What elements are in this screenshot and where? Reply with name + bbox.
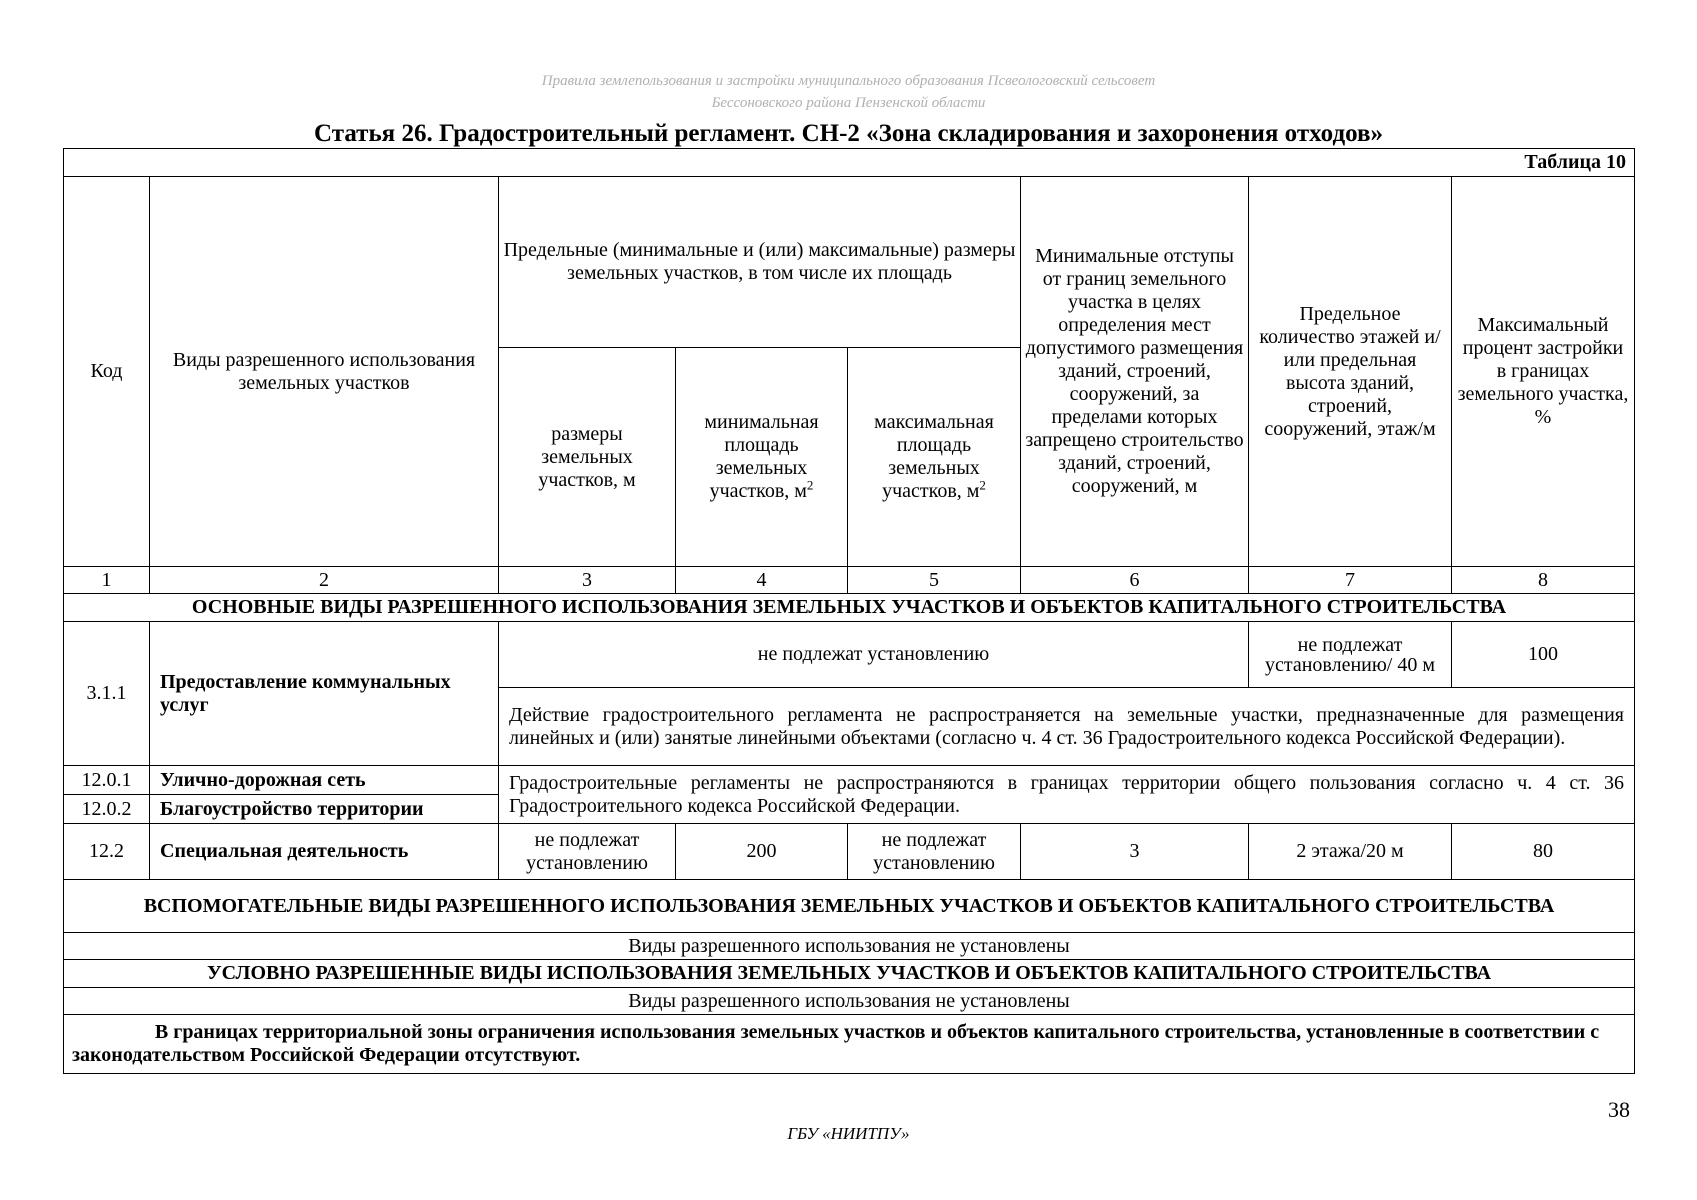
row-3-1-1-limits: не подлежат установлению (499, 622, 1249, 688)
final-note: В границах территориальной зоны ограничения использования земельных участков и объектов капитального строительства, установленные в соответствии с законодательством Российской Федерации отсутствуют. (64, 1015, 1635, 1074)
row-12-2-max-area: не подлежат установлению (848, 824, 1021, 880)
row-12-2-code: 12.2 (64, 824, 150, 880)
column-number: 4 (676, 567, 848, 594)
row-12-0-2-name: Благоустройство территории (150, 795, 499, 824)
header-max-area-text: максимальная площадь земельных участков, м (874, 411, 994, 502)
running-header (0, 70, 1697, 114)
regulation-table (63, 148, 1635, 1074)
header-max-area-sup: 2 (979, 477, 986, 493)
header-kind: Виды разрешенного использования земельных участков (150, 177, 499, 567)
column-number: 3 (499, 567, 676, 594)
section-aux-none: Виды разрешенного использования не установлены (64, 933, 1635, 960)
row-3-1-1-coverage: 100 (1452, 622, 1635, 688)
row-12-2-sizes: не подлежат установлению (499, 824, 676, 880)
header-min-area (676, 348, 848, 567)
table-number: Таблица 10 (64, 149, 1635, 177)
column-number: 6 (1021, 567, 1249, 594)
row-12-2-coverage: 80 (1452, 824, 1635, 880)
column-numbers-row (64, 567, 1635, 594)
header-max-area (848, 348, 1021, 567)
column-number: 5 (848, 567, 1021, 594)
section-main-heading: ОСНОВНЫЕ ВИДЫ РАЗРЕШЕННОГО ИСПОЛЬЗОВАНИЯ ЗЕМЕЛЬНЫХ УЧАСТКОВ И ОБЪЕКТОВ КАПИТАЛЬНОГО СТРОИТЕЛЬСТВА (64, 594, 1635, 622)
column-number: 1 (64, 567, 150, 594)
row-12-2-min-area: 200 (676, 824, 848, 880)
column-number: 8 (1452, 567, 1635, 594)
footer-organization: ГБУ «НИИТПУ» (787, 1124, 910, 1143)
header-setbacks: Минимальные отступы от границ земельного участка в целях определения мест допустимого размещения зданий, строений, сооружений, за пределами которых запрещено строительство зданий, строений, сооружений, м (1021, 177, 1249, 567)
header-sizes: размеры земельных участков, м (499, 348, 676, 567)
section-conditional-heading: УСЛОВНО РАЗРЕШЕННЫЕ ВИДЫ ИСПОЛЬЗОВАНИЯ ЗЕМЕЛЬНЫХ УЧАСТКОВ И ОБЪЕКТОВ КАПИТАЛЬНОГО СТРОИТЕЛЬСТВА (64, 960, 1635, 988)
header-floors: Предельное количество этажей и/или предельная высота зданий, строений, сооружений, этаж/м (1249, 177, 1452, 567)
row-12-2-floors: 2 этажа/20 м (1249, 824, 1452, 880)
section-aux-heading: ВСПОМОГАТЕЛЬНЫЕ ВИДЫ РАЗРЕШЕННОГО ИСПОЛЬЗОВАНИЯ ЗЕМЕЛЬНЫХ УЧАСТКОВ И ОБЪЕКТОВ КАПИТАЛЬНОГО СТРОИТЕЛЬСТВА (64, 880, 1635, 933)
row-12-0-1-name: Улично-дорожная сеть (150, 766, 499, 795)
header-min-area-text: минимальная площадь земельных участков, м (704, 411, 819, 502)
running-header-line2: Бессоновского района Пензенской области (711, 95, 986, 111)
page-number: 38 (1608, 1097, 1630, 1122)
row-12-2-setbacks: 3 (1021, 824, 1249, 880)
header-limits-group: Предельные (минимальные и (или) максимальные) размеры земельных участков, в том числе их площадь (499, 177, 1021, 348)
rows-12-0-note: Градостроительные регламенты не распространяются в границах территории общего пользования согласно ч. 4 ст. 36 Градостроительного кодекса Российской Федерации. (499, 766, 1635, 824)
section-conditional-none: Виды разрешенного использования не установлены (64, 988, 1635, 1015)
header-min-area-sup: 2 (806, 477, 814, 493)
header-code: Код (64, 177, 150, 567)
row-12-0-2-code: 12.0.2 (64, 795, 150, 824)
row-3-1-1-floors: не подлежат установлению/ 40 м (1249, 622, 1452, 688)
row-12-0-1-code: 12.0.1 (64, 766, 150, 795)
row-12-2-name: Специальная деятельность (150, 824, 499, 880)
row-3-1-1-name: Предоставление коммунальных услуг (150, 622, 499, 766)
running-header-line1: Правила землепользования и застройки муниципального образования Псвеологовский сельсовет (541, 73, 1156, 89)
row-3-1-1-note: Действие градостроительного регламента не распространяется на земельные участки, предназначенные для размещения линейных и (или) занятые линейными объектами (согласно ч. 4 ст. 36 Градостроительного кодекса Российской Федерации). (499, 688, 1635, 766)
header-coverage: Максимальный процент застройки в границах земельного участка, % (1452, 177, 1635, 567)
article-title: Статья 26. Градостроительный регламент. СН-2 «Зона складирования и захоронения отходов» (314, 120, 1383, 147)
row-3-1-1-code: 3.1.1 (64, 622, 150, 766)
column-number: 7 (1249, 567, 1452, 594)
column-number: 2 (150, 567, 499, 594)
